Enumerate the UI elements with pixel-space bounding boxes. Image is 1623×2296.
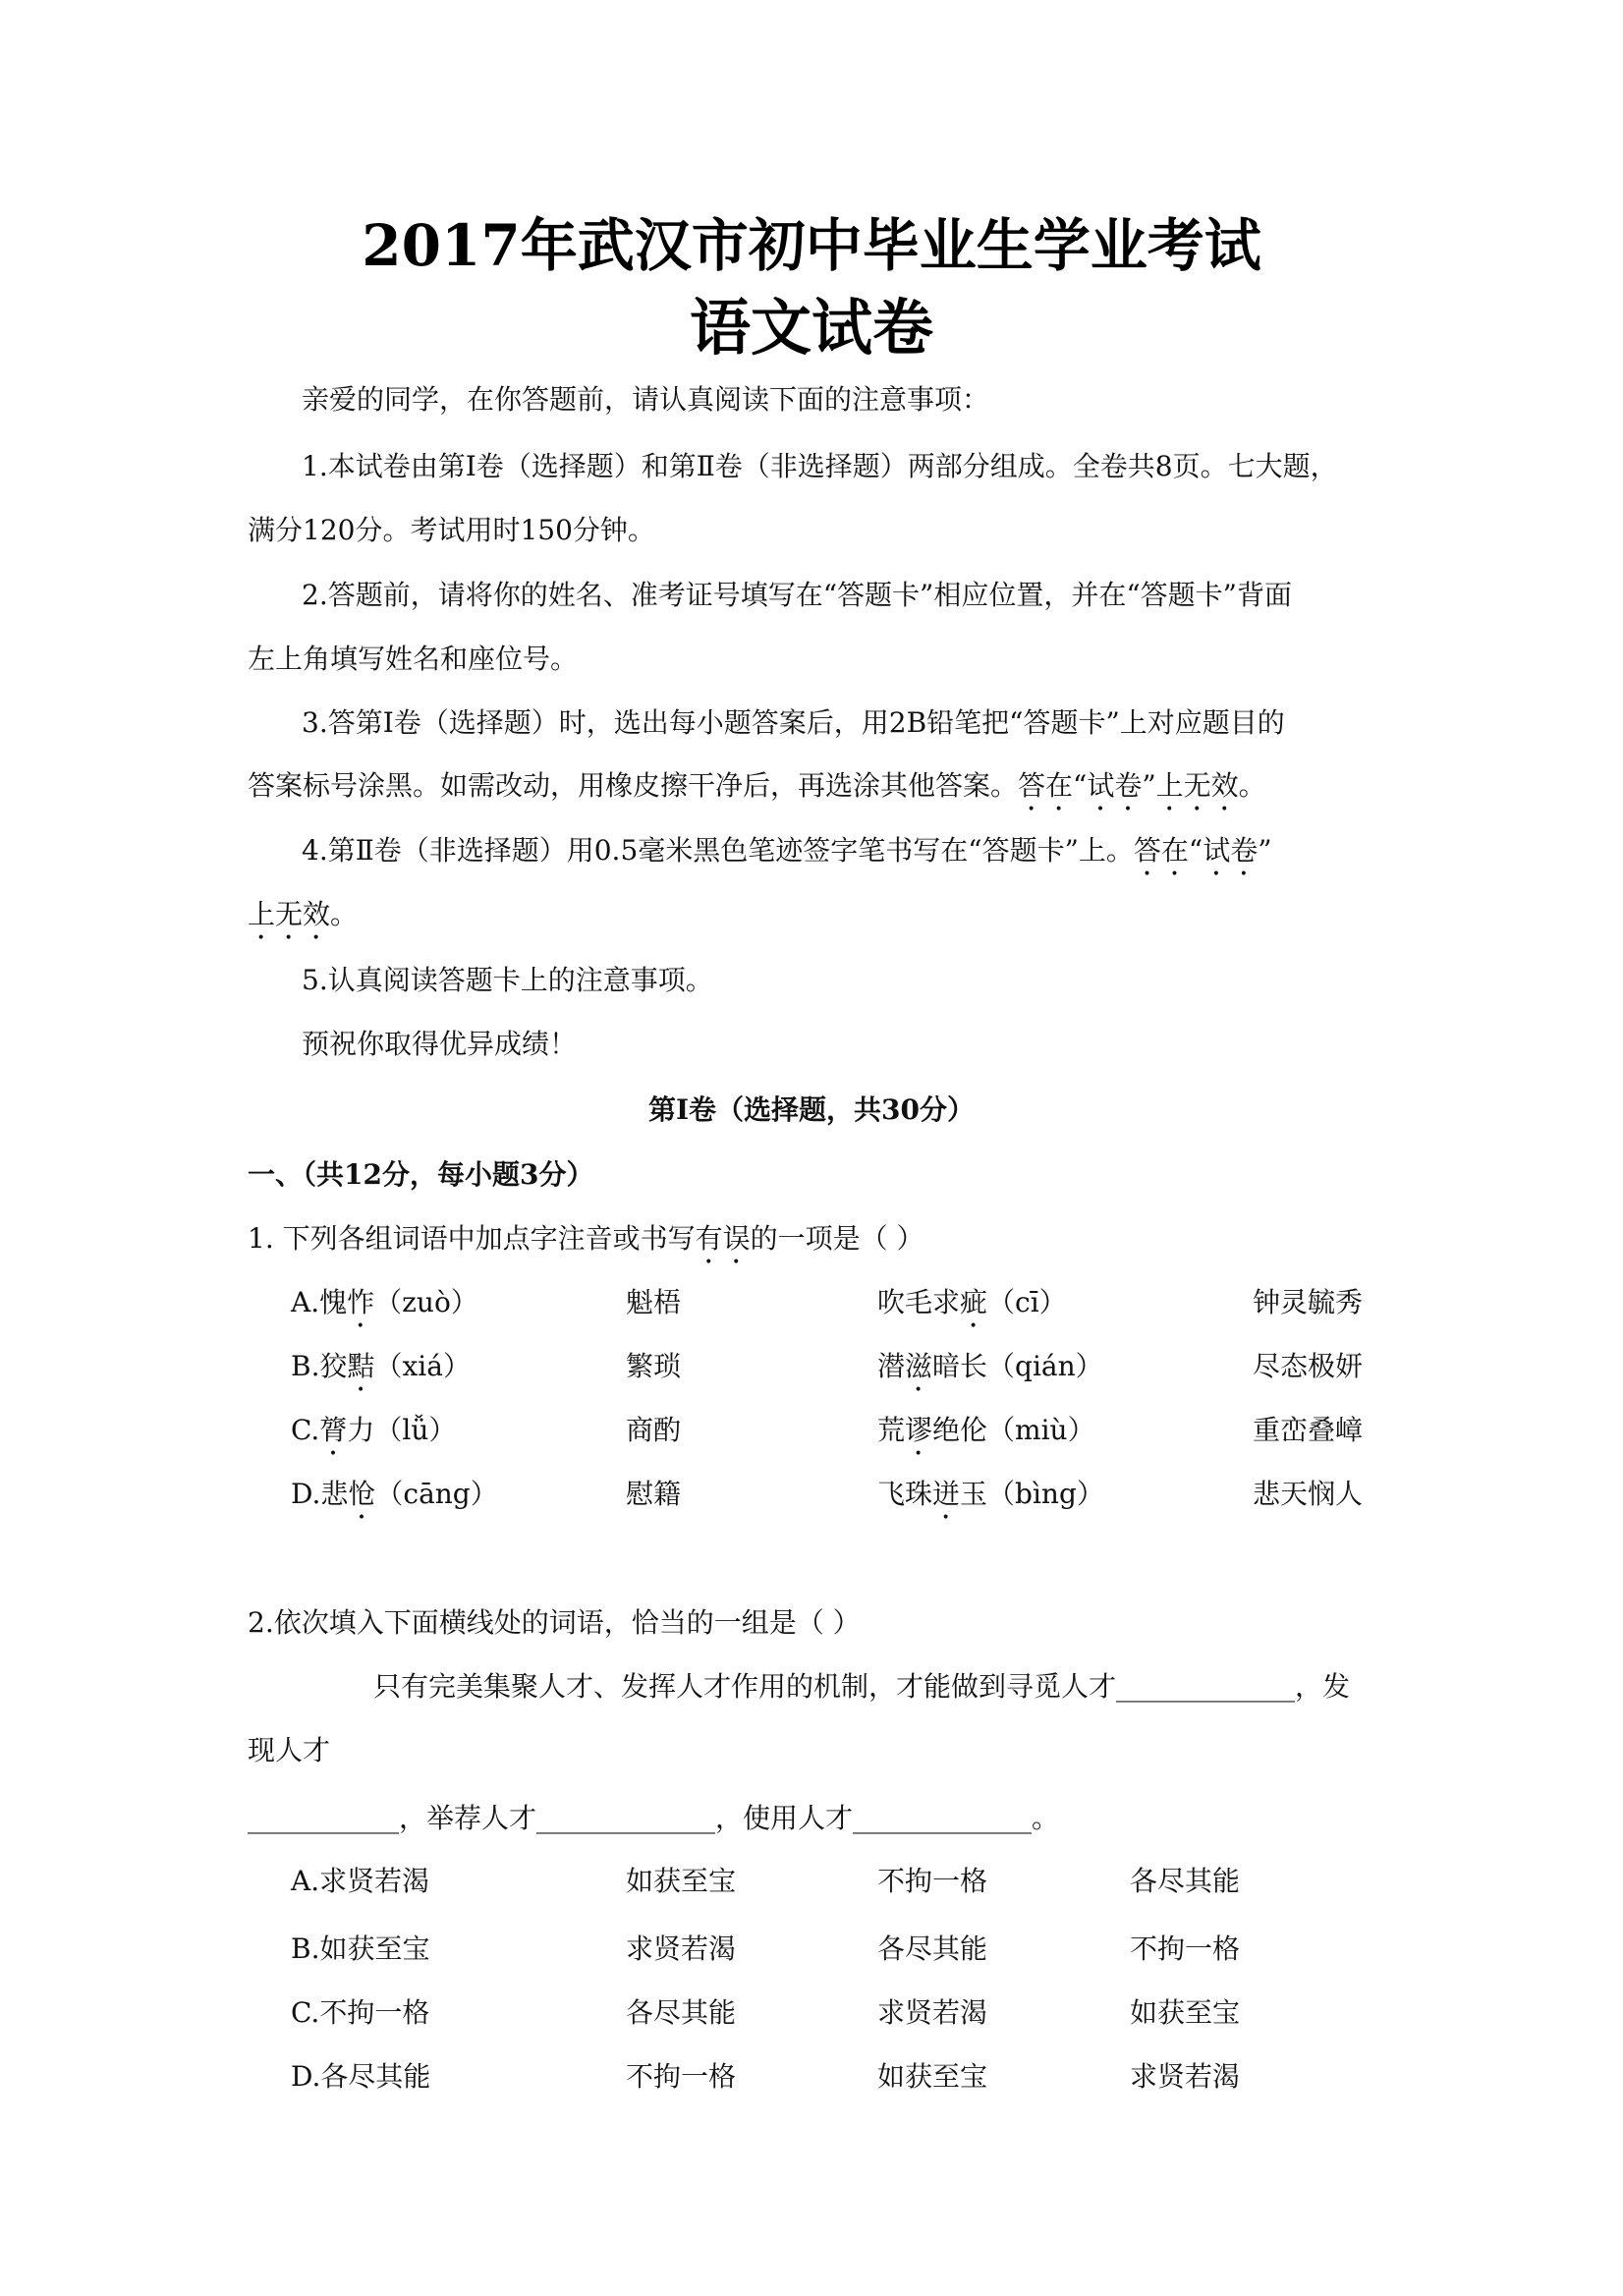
q2-option-c-word-3: 求贤若渴 [877, 1996, 988, 2029]
emphasis-text: 有误 [695, 1222, 751, 1255]
q1-option-a-word-2: 魁梧 [626, 1286, 682, 1318]
notice-intro: 亲爱的同学，在你答题前，请认真阅读下面的注意事项： [302, 383, 990, 416]
q1-option-c-word-1: C.膂力（lǚ） [291, 1414, 457, 1446]
q2-option-a-word-4: 各尽其能 [1130, 1865, 1241, 1897]
notice-item-5: 5.认真阅读答题卡上的注意事项。 [302, 964, 713, 996]
q2-option-b-word-3: 各尽其能 [877, 1932, 988, 1965]
q2-option-d-word-2: 不拘一格 [626, 2060, 737, 2093]
question-1-stem [248, 1219, 1387, 1270]
q1-option-b-word-1: B.狡黠（xiá） [291, 1350, 471, 1382]
q2-option-a-word-2: 如获至宝 [626, 1865, 737, 1897]
question-2-passage: 只有完美集聚人才、发挥人才作用的机制，才能做到寻觅人才_____________，发 [373, 1670, 1351, 1703]
q1-option-b-word-3: 潜滋暗长（qián） [877, 1350, 1103, 1382]
notice-item-4 [302, 831, 1441, 882]
q2-option-c-word-1: C.不拘一格 [291, 1996, 430, 2029]
notice-item-1-cont: 满分120分。考试用时150分钟。 [248, 514, 655, 546]
q1-option-b-word-4: 尽态极妍 [1253, 1350, 1364, 1382]
q2-option-d-word-4: 求贤若渴 [1130, 2060, 1241, 2093]
part-heading: 第Ⅰ卷（选择题，共30分） [647, 1093, 976, 1126]
answer-blank: 的一项是（ ） [750, 1222, 924, 1255]
q2-option-a-word-3: 不拘一格 [877, 1865, 988, 1897]
q1-option-d-word-1: D.悲怆（cāng） [291, 1478, 498, 1510]
question-2-passage-cont: 现人才 [248, 1734, 331, 1766]
q2-option-b-word-1: B.如获至宝 [291, 1932, 430, 1965]
q2-option-d-word-1: D.各尽其能 [291, 2060, 431, 2093]
question-2-stem: 2.依次填入下面横线处的词语，恰当的一组是（ ） [248, 1606, 861, 1639]
q1-option-a-word-3: 吹毛求疵（cī） [877, 1286, 1067, 1318]
emphasis-text: 答在“试卷”上无效 [1018, 769, 1239, 802]
notice-item-4-text: 4.第Ⅱ卷（非选择题）用0.5毫米黑色笔迹签字笔书写在“答题卡”上。 [302, 834, 1134, 867]
notice-item-1-text: 1.本试卷由第Ⅰ卷（选择题）和第Ⅱ卷（非选择题）两部分组成。全卷共8页。七大题， [302, 450, 1338, 482]
notice-wish: 预祝你取得优异成绩！ [302, 1028, 578, 1060]
emphasis-text: 上无效 [248, 898, 331, 930]
q2-option-c-word-2: 各尽其能 [626, 1996, 737, 2029]
exam-title: 2017年武汉市初中毕业生学业考试 [362, 212, 1261, 279]
question-2-blanks: ___________，举荐人才_____________，使用人才_____________。 [248, 1802, 1060, 1834]
q1-option-a-word-4: 钟灵毓秀 [1253, 1286, 1364, 1318]
q1-option-c-word-3: 荒谬绝伦（miù） [877, 1414, 1095, 1446]
q1-option-d-word-2: 慰籍 [626, 1478, 682, 1510]
notice-item-3: 3.答第Ⅰ卷（选择题）时，选出每小题答案后，用2B铅笔把“答题卡”上对应题目的 [302, 706, 1285, 739]
punctuation: 。 [1238, 769, 1266, 802]
q1-option-d-word-3: 飞珠迸玉（bìng） [877, 1478, 1104, 1510]
notice-item-3-cont [248, 766, 1387, 817]
emphasis-text: 答在“试卷” [1133, 834, 1272, 867]
q2-option-d-word-3: 如获至宝 [877, 2060, 988, 2093]
q1-option-c-word-4: 重峦叠嶂 [1253, 1414, 1364, 1446]
notice-item-1 [302, 447, 1387, 486]
q1-option-b-word-2: 繁琐 [626, 1350, 682, 1382]
q2-option-c-word-4: 如获至宝 [1130, 1996, 1241, 2029]
notice-item-2-cont: 左上角填写姓名和座位号。 [248, 643, 579, 675]
exam-subtitle: 语文试卷 [689, 292, 933, 364]
q2-option-b-word-2: 求贤若渴 [626, 1932, 737, 1965]
notice-item-2: 2.答题前，请将你的姓名、准考证号填写在“答题卡”相应位置，并在“答题卡”背面 [302, 579, 1292, 611]
q1-option-c-word-2: 商酌 [626, 1414, 682, 1446]
section-heading: 一、（共12分，每小题3分） [248, 1158, 594, 1191]
q2-option-b-word-4: 不拘一格 [1130, 1932, 1241, 1965]
question-1-stem-text: 1. 下列各组词语中加点字注音或书写 [248, 1222, 696, 1255]
punctuation: 。 [330, 898, 359, 930]
q1-option-d-word-4: 悲天悯人 [1253, 1478, 1364, 1510]
q2-option-a-word-1: A.求贤若渴 [291, 1865, 430, 1897]
notice-item-4-cont [248, 895, 1387, 946]
notice-item-3-cont-text: 答案标号涂黑。如需改动，用橡皮擦干净后，再选涂其他答案。 [248, 769, 1019, 802]
q1-option-a-word-1: A.愧怍（zuò） [291, 1286, 478, 1318]
